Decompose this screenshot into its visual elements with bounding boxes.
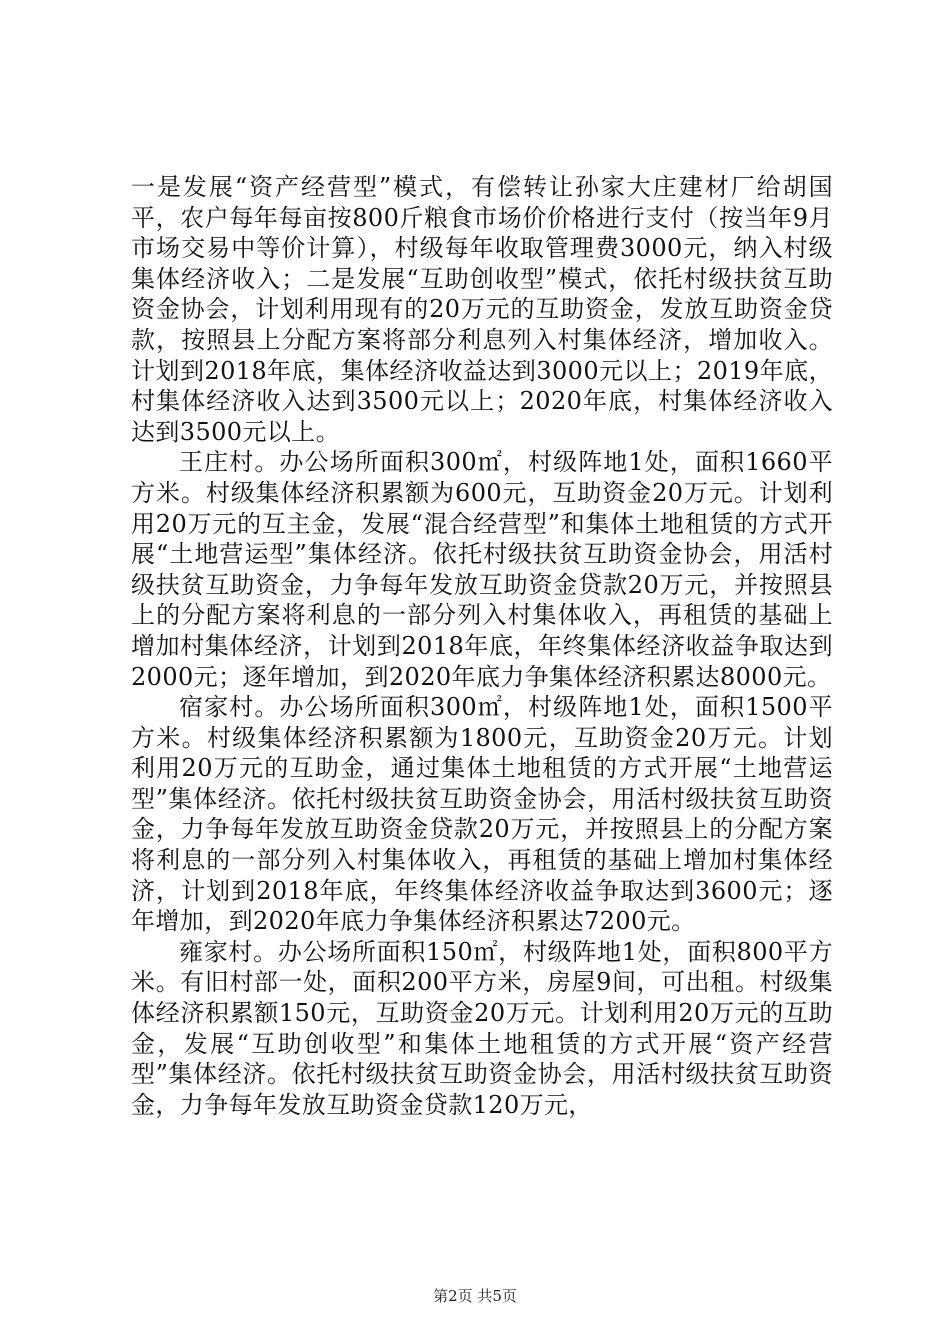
document-body (131, 172, 833, 1120)
paragraph-wangzhuang-village: 王庄村。办公场所面积300㎡，村级阵地1处，面积1660平方米。村级集体经济积累额为600元，互助资金20万元。计划利用20万元的互主金，发展“混合经营型”和集体土地租赁的方式开展“土地营运型”集体经济。依托村级扶贫互助资金协会，用活村级扶贫互助资金，力争每年发放互助资金贷款20万元，并按照县上的分配方案将利息的一部分列入村集体收入，再租赁的基础上增加村集体经济，计划到2018年底，年终集体经济收益争取达到2000元；逐年增加，到2020年底力争集体经济积累达8000元。 (131, 448, 833, 691)
paragraph-yongjia-village: 雍家村。办公场所面积150㎡，村级阵地1处，面积800平方米。有旧村部一处，面积200平方米，房屋9间，可出租。村级集体经济积累额150元，互助资金20万元。计划利用20万元的互助金，发展“互助创收型”和集体土地租赁的方式开展“资产经营型”集体经济。依托村级扶贫互助资金协会，用活村级扶贫互助资金，力争每年发放互助资金贷款120万元， (131, 937, 833, 1119)
paragraph-sujia-village: 宿家村。办公场所面积300㎡，村级阵地1处，面积1500平方米。村级集体经济积累额为1800元，互助资金20万元。计划利用20万元的互助金，通过集体土地租赁的方式开展“土地营运型”集体经济。依托村级扶贫互助资金协会，用活村级扶贫互助资金，力争每年发放互助资金贷款20万元，并按照县上的分配方案将利息的一部分列入村集体收入，再租赁的基础上增加村集体经济，计划到2018年底，年终集体经济收益争取达到3600元；逐年增加，到2020年底力争集体经济积累达7200元。 (131, 693, 833, 936)
page-number-footer: 第2页 共5页 (433, 1287, 517, 1305)
paragraph-collective-economy-models: 一是发展“资产经营型”模式，有偿转让孙家大庄建材厂给胡国平，农户每年每亩按800斤粮食市场价价格进行支付（按当年9月市场交易中等价计算），村级每年收取管理费3000元，纳入村级集体经济收入；二是发展“互助创收型”模式，依托村级扶贫互助资金协会，计划利用现有的20万元的互助资金，发放互助资金贷款，按照县上分配方案将部分利息列入村集体经济，增加收入。计划到2018年底，集体经济收益达到3000元以上；2019年底，村集体经济收入达到3500元以上；2020年底，村集体经济收入达到3500元以上。 (131, 173, 833, 446)
